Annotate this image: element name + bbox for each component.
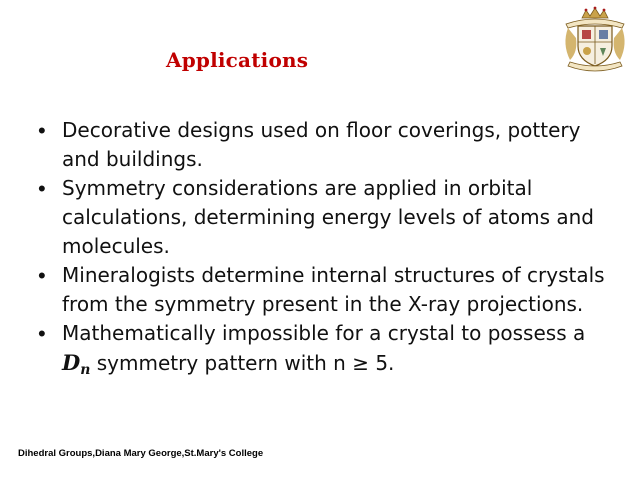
- bullet-text: Mineralogists determine internal structures of crystals from the symmetry present in the X-ray projections.: [62, 263, 605, 316]
- bullet-marker: •: [38, 263, 46, 288]
- bullet-item: [36, 174, 616, 261]
- bullet-text-before: Mathematically impossible for a crystal to possess a: [62, 321, 586, 345]
- dihedral-subscript: n: [80, 362, 91, 378]
- bullet-list: [36, 116, 616, 385]
- bullet-marker: •: [38, 118, 46, 143]
- bullet-text: Decorative designs used on floor coverings, pottery and buildings.: [62, 118, 581, 171]
- slide-title: Applications: [166, 48, 309, 72]
- bullet-item: [36, 261, 616, 319]
- bullet-text: Symmetry considerations are applied in orbital calculations, determining energy levels of atoms and molecules.: [62, 176, 594, 258]
- dihedral-symbol: [62, 350, 91, 378]
- college-crest-logo: [560, 4, 630, 76]
- bullet-item: [36, 116, 616, 174]
- bullet-text: [62, 321, 586, 378]
- bullet-marker: •: [38, 321, 46, 346]
- bullet-text-after: symmetry pattern with n ≥ 5.: [90, 351, 395, 375]
- bullet-item: [36, 319, 616, 385]
- dihedral-letter: D: [62, 350, 81, 375]
- bullet-marker: •: [38, 176, 46, 201]
- slide-footer: Dihedral Groups,Diana Mary George,St.Mary's College: [18, 448, 264, 459]
